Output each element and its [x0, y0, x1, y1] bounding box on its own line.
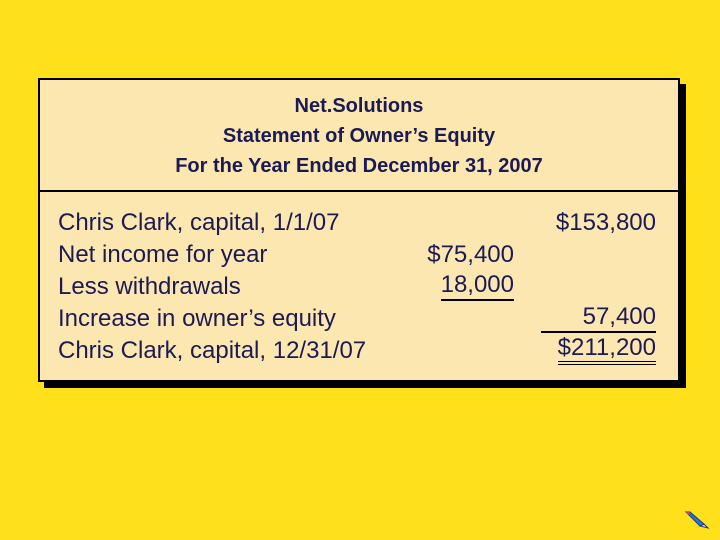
statement-period: For the Year Ended December 31, 2007 — [175, 155, 543, 177]
line-item — [40, 271, 678, 303]
line-label: Chris Clark, capital, 1/1/07 — [58, 209, 340, 236]
amount-col2: $153,800 — [555, 209, 656, 236]
pencil-icon — [684, 510, 710, 530]
amount-col2: $211,200 — [558, 335, 656, 365]
line-item — [40, 207, 678, 239]
line-label: Increase in owner’s equity — [58, 305, 336, 332]
line-label: Less withdrawals — [58, 273, 241, 300]
statement-title: Statement of Owner’s Equity — [222, 125, 496, 147]
statement-header — [40, 80, 678, 192]
line-item — [40, 335, 678, 367]
amount-col1: 18,000 — [441, 271, 514, 301]
line-item — [40, 239, 678, 271]
line-item — [40, 303, 678, 335]
amount-col2: 57,400 — [541, 303, 656, 333]
line-label: Net income for year — [58, 241, 268, 268]
amount-col1: $75,400 — [427, 241, 514, 268]
line-label: Chris Clark, capital, 12/31/07 — [58, 337, 367, 364]
company-name: Net.Solutions — [294, 95, 424, 117]
statement-card — [38, 78, 680, 382]
